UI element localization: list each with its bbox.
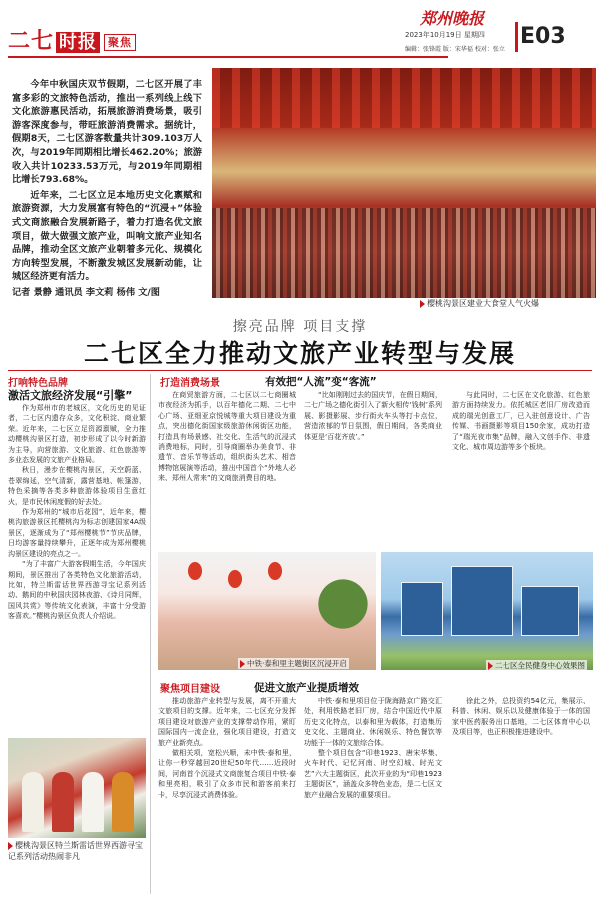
paragraph: 推动旅游产业转型与发展，离不开重大文旅项目的支撑。近年来，二七区充分发挥项目建设对旅游产业的支撑带动作用，紧盯国际国内一流企业，强化项目建设，打造文旅产业新亮点。 (158, 697, 296, 747)
figure-decoration (22, 772, 44, 832)
paragraph: 作为郑州的“城市后花园”，近年来，樱桃沟旅游景区托樱桃沟为标志创建国家4A级景区，逐渐成为了“郑州樱桃节”节庆品牌，日均游客量持续攀升，正逐年成为郑州樱桃沟景区建设的亮点之一。 (8, 508, 146, 558)
intro-paragraph: 今年中秋国庆双节假期，二七区开展了丰富多彩的文旅特色活动，推出一系列线上线下文化旅游惠民活动，拓展旅游消费场景，吸引游客深度参与，带旺旅游消费需求。据统计，假期8天，二七区游客数量共计309.103万人次，与2019年同期相比增长462.20%；旅游收入共计10233.53万元，与2019年同期相比增长793.68%。 (12, 79, 202, 186)
section-name: 二七 (8, 28, 55, 54)
section-a-column-2 (304, 390, 442, 442)
section-a-tag: 打造消费场景 (160, 378, 220, 389)
left-photo-caption (8, 840, 146, 862)
tree-decoration (318, 572, 368, 652)
building-decoration (451, 566, 513, 636)
paragraph: 作为郑州市的老城区，文化历史的见证者，二七区内遗存众多，文化积淀、商业繁荣。近年来，二七区立足资源禀赋，全力推动樱桃沟景区打造，初步形成了以今时新游为主导，向营旅游、文化旅游、红色旅游等多业态发展的文旅产业格局。 (8, 404, 146, 465)
lantern-decoration (228, 570, 242, 588)
headline-rule (8, 370, 592, 371)
figure-decoration (52, 772, 74, 832)
caption-arrow-icon (420, 300, 425, 308)
caption-text: 中铁·泰和里主题街区沉浸开启 (247, 659, 347, 668)
building-decoration (521, 586, 579, 636)
paragraph: 在商贸旅游方面，二七区以二七商圈城市夜经济为抓手，以百年德化二期、二七中心广场、亚细亚京悦城等重大项目建设为重点，突出德化街国家级旅游休闲街区功能，打造具有场景感、社交化、生活气的沉浸式消费地标，同时，引导商圈举办美食节、非遗节、音乐节等活动，组织街头艺术、相音博物馆展演等活动，推出中国首个“外地人必来、郑州人常来”的文商旅消费目的地。 (158, 391, 296, 483)
page-number: E03 (520, 24, 566, 49)
street-photo-caption (238, 658, 349, 669)
section-a-column-1 (158, 390, 296, 484)
figure-decoration (112, 772, 134, 832)
caption-arrow-icon (240, 660, 245, 668)
section-a-title: 有效把“人流”变“客流” (265, 376, 377, 388)
lanterns-decoration (212, 68, 596, 128)
masthead: 郑州晚报 (420, 9, 485, 28)
intro-text (12, 78, 202, 302)
caption-text: 二七区全民健身中心效果图 (495, 661, 585, 670)
main-photo (212, 68, 596, 298)
paragraph: “为了丰富广大游客假期生活，今年国庆期间，景区推出了各类特色文化旅游活动，比如，特兰斯雷话世界西游寻宝记系列活动、鹅间的中秋国庆园林夜游、《诗月同辉，国风共赏》等传统文化表演，丰富十分受游客喜欢。”樱桃沟景区负责人介绍说。 (8, 560, 146, 621)
main-photo-caption (420, 298, 539, 309)
left-column-text (8, 403, 146, 622)
paragraph: 做相关项，宽松兴顺，未中铁·泰和里，让你一秒穿越回20世纪50年代……近段时间，河南首个沉浸式文商旅复合项目中铁·泰和里亮相，吸引了众多市民和游客前来打卡，尽享沉浸式消费体验。 (158, 749, 296, 799)
street-photo (158, 552, 376, 670)
section-b-tag: 聚焦项目建设 (160, 684, 220, 695)
section-b-column-3 (452, 696, 590, 738)
paragraph: 徐此之外，总投资约54亿元，集展示、科普、休闲、娱乐以及健康体验于一体的国家中医药服务出口基地，二七区体育中心以及项目等，也正积极推进建设中。 (452, 697, 590, 737)
lantern-decoration (268, 562, 282, 580)
caption-text: 樱桃沟景区特兰斯雷话世界西游寻宝记系列活动热闹非凡 (8, 841, 143, 861)
crowd-decoration (212, 208, 596, 298)
intro-paragraph: 近年来，二七区立足本地历史文化禀赋和旅游资源，大力发展富有特色的“沉浸+”体验式文商旅融合发展新路子，着力打造名优文旅项目，做大做强文旅产业，叫响文旅产业知名品牌，推动全区文旅产业朝着多元化、规模化方向转型发展，不断激发城区发展新动能，让城区经济更有活力。 (12, 189, 202, 283)
caption-arrow-icon (8, 842, 13, 850)
building-rendering (381, 552, 593, 670)
paragraph: 秋日，漫步在樱桃沟景区，天空蔚蓝、苍翠绵延，空气清新，露营基地、帐篷游，特色采摘等各类多种旅游体验项目生意红火，是市民休闲度假的好去处。 (8, 466, 146, 506)
building-rendering-caption (486, 660, 587, 671)
paragraph: 中铁·泰和里项目位于陇海路京广路交汇处，利用铁路老旧厂房，结合中国近代中原历史文化特点，以泰和里为载体，打造集历史文化、主题商业、休闲娱乐、特色餐饮等功能于一体的文旅综合体。 (304, 697, 442, 747)
section-b-title: 促进文旅产业提质增效 (254, 682, 359, 694)
column-divider (150, 374, 151, 894)
subtitle: 擦亮品牌 项目支撑 (232, 319, 368, 335)
section-brand (8, 24, 136, 55)
paragraph: 整个项目包含“印巷1923、唐宋华集、火车时代、记忆河南、时空幻城、时光文艺”六大主题街区，此次开业的为“印巷1923主题街区”，涵盖众多特色业态，是二七区文旅产业融合发展的重要项目。 (304, 749, 442, 799)
column-label: 聚焦 (104, 34, 136, 51)
paragraph: 与此同时，二七区在文化旅游、红色旅游方面持续发力。依托城区老旧厂房改造而成的瑞光创意工厂，已入驻创意设计、广告传媒、书画摄影等项目150余家，成功打造了“瑞光夜市集”品牌，融入文创手作、非遗文化、城市周边游等多个板块。 (452, 391, 590, 452)
paragraph: “比如刚刚过去的国庆节，在假日期间，二七广场之德化街引入了新火相传‘钱树’系列展、影摄影展、步行街火车头等打卡点位，营造浓郁的节日氛围，假日期间，各类商业体更是‘百花齐放’。” (304, 391, 442, 441)
building-decoration (401, 582, 443, 636)
caption-arrow-icon (488, 662, 493, 670)
section-suffix: 时报 (56, 32, 100, 53)
header-rule (8, 56, 448, 58)
caption-text: 樱桃沟景区建业大食堂人气火爆 (427, 299, 539, 308)
staff-line: 编辑：张锋霞 版：宋华福 校对：张立 (405, 46, 505, 53)
left-section-tag: 打响特色品牌 (8, 378, 68, 389)
left-section-title: 激活文旅经济发展“引擎” (8, 389, 133, 402)
page-header (0, 0, 600, 62)
lantern-decoration (188, 562, 202, 580)
dateline: 2023年10月19日 星期四 (405, 31, 485, 39)
headline: 二七区全力推动文旅产业转型与发展 (83, 339, 516, 368)
section-a-column-3 (452, 390, 590, 452)
section-b-column-2 (304, 696, 442, 800)
page-bar (515, 22, 518, 52)
section-b-column-1 (158, 696, 296, 800)
byline: 记者 景静 通讯员 李文莉 杨伟 文/图 (12, 286, 160, 298)
figure-decoration (82, 772, 104, 832)
left-photo (8, 738, 146, 838)
